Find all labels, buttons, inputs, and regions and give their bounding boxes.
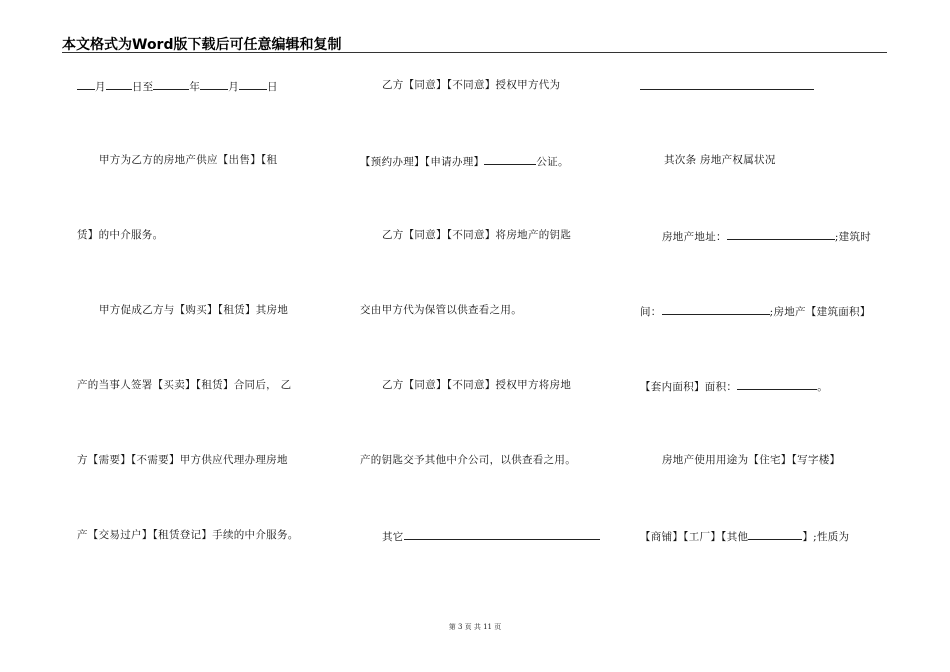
- blank-field: [106, 78, 132, 90]
- paragraph-line: 赁】的中介服务。: [77, 229, 164, 241]
- header-divider: [62, 52, 887, 53]
- paragraph-line: 甲方为乙方的房地产供应【出售】【租: [99, 154, 278, 166]
- blank-field: [484, 153, 536, 165]
- paragraph-line: [662, 228, 871, 244]
- text-fragment: 公证。: [536, 156, 569, 168]
- text-fragment: 月: [228, 81, 240, 93]
- paragraph-line: 产【交易过户】【租赁登记】手续的中介服务。: [77, 529, 299, 541]
- text-fragment: ;房地产【建筑面积】: [769, 306, 871, 318]
- blank-field: [239, 78, 267, 90]
- paragraph-line: 甲方促成乙方与【购买】【租赁】其房地: [99, 304, 289, 316]
- text-fragment: 间：: [640, 306, 662, 318]
- text-fragment: 其它: [382, 531, 404, 543]
- paragraph-line: 房地产使用用途为【住宅】【写字楼】: [662, 454, 841, 466]
- text-fragment: 】;性质为: [802, 531, 850, 543]
- blank-field: [727, 228, 835, 240]
- paragraph-line: [640, 378, 828, 394]
- blank-field: [200, 78, 228, 90]
- text-fragment: 日: [267, 81, 278, 93]
- paragraph-line: 交由甲方代为保管以供查看之用。: [360, 304, 522, 316]
- paragraph-line: 产的钥匙交予其他中介公司，以供查看之用。: [360, 454, 576, 466]
- text-fragment: 。: [817, 381, 829, 393]
- paragraph-line: [640, 528, 849, 544]
- paragraph-line: 乙方【同意】【不同意】授权甲方将房地: [382, 379, 572, 391]
- text-fragment: 年: [189, 81, 201, 93]
- blank-field: [640, 78, 814, 90]
- blank-field: [404, 528, 600, 540]
- text-fragment: ;建筑时: [834, 231, 872, 243]
- blank-field: [153, 78, 189, 90]
- blank-field: [748, 528, 802, 540]
- section-heading: 其次条 房地产权属状况: [664, 154, 776, 166]
- text-fragment: 【商铺】【工厂】【其他: [640, 531, 749, 543]
- paragraph-line: 方【需要】【不需要】甲方供应代理办理房地: [77, 454, 288, 466]
- paragraph-line: [360, 153, 569, 169]
- paragraph-line: [640, 78, 814, 94]
- paragraph-line: [640, 303, 871, 319]
- paragraph-line: 乙方【同意】【不同意】将房地产的钥匙: [382, 229, 572, 241]
- blank-field: [737, 378, 817, 390]
- text-fragment: 月: [95, 81, 106, 93]
- document-header-title: 本文格式为Word版下载后可任意编辑和复制: [62, 37, 342, 53]
- text-fragment: 房地产地址：: [662, 231, 727, 243]
- text-fragment: 【预约办理】【申请办理】: [360, 156, 485, 168]
- text-fragment: 【套内面积】面积：: [640, 381, 738, 393]
- blank-field: [662, 303, 770, 315]
- paragraph-line: [382, 528, 600, 544]
- text-fragment: 日至: [131, 81, 154, 93]
- paragraph-line: 乙方【同意】【不同意】授权甲方代为: [382, 79, 561, 91]
- page-number-footer: 第 3 页 共 11 页: [448, 623, 502, 631]
- blank-field: [77, 78, 95, 90]
- date-range-line: [77, 78, 278, 94]
- paragraph-line: 产的当事人签署【买卖】【租赁】合同后， 乙: [77, 379, 292, 391]
